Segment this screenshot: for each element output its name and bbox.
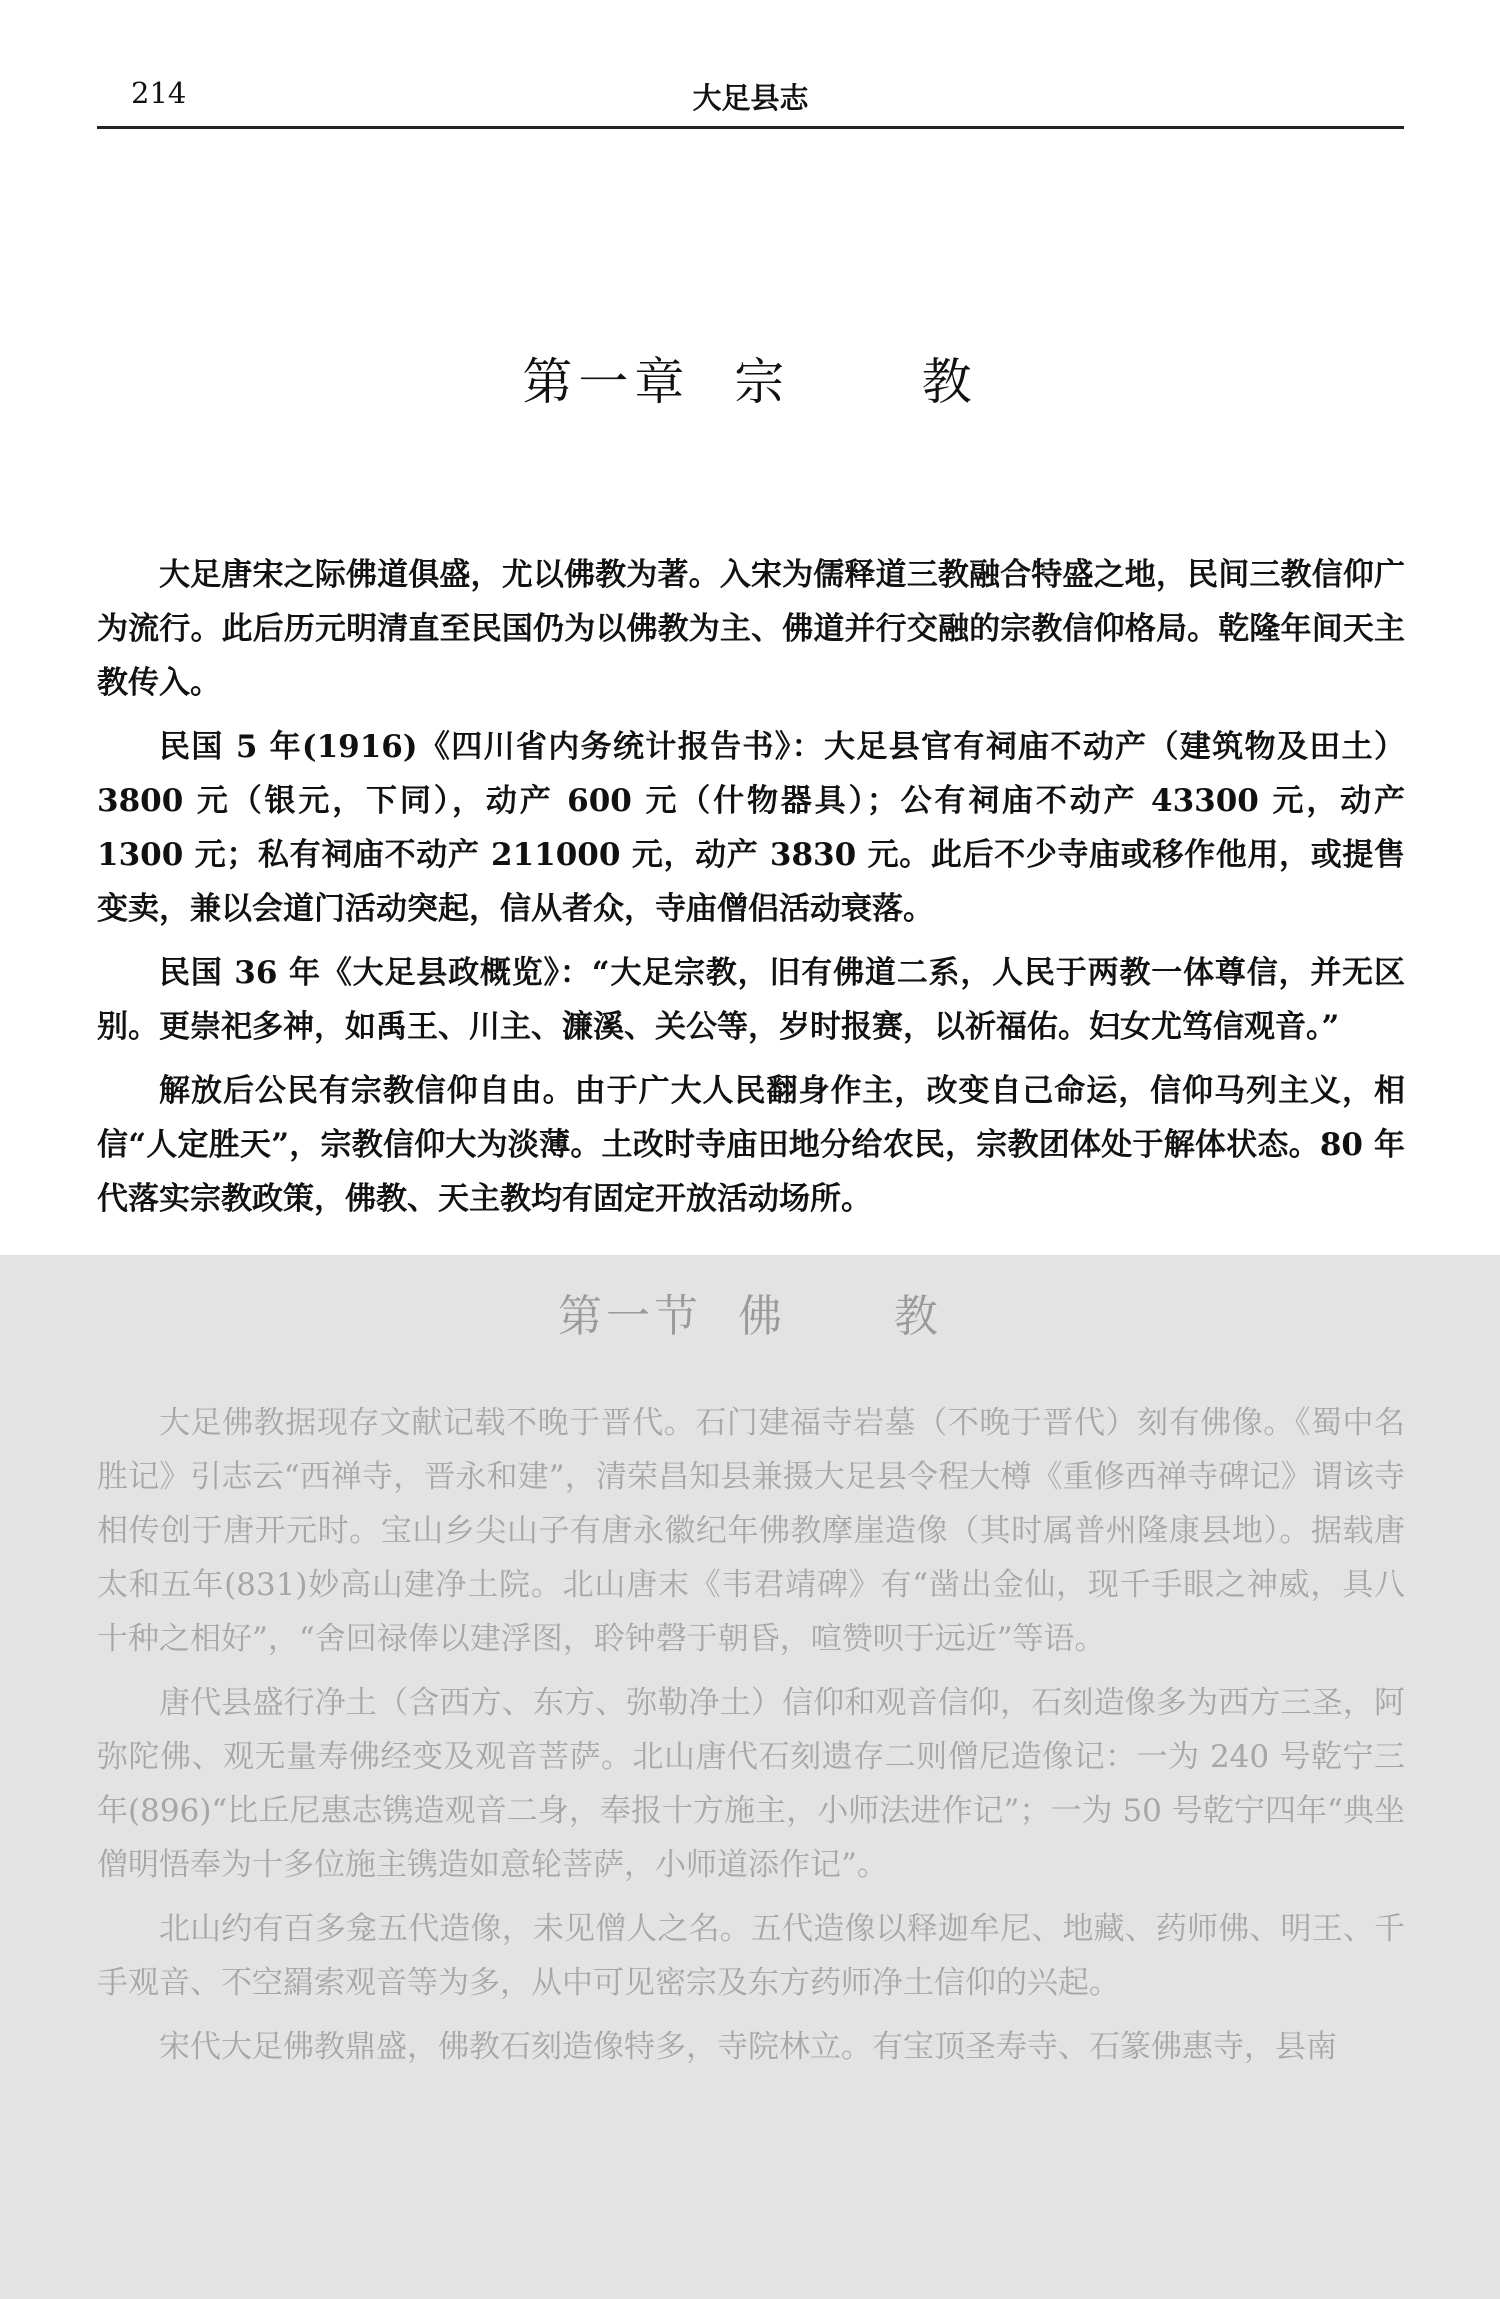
- page-header: [97, 70, 1404, 129]
- section-body: [97, 1396, 1405, 2084]
- chapter-paragraph: 解放后公民有宗教信仰自由。由于广大人民翻身作主，改变自己命运，信仰马列主义，相信“人定胜天”，宗教信仰大为淡薄。土改时寺庙田地分给农民，宗教团体处于解体状态。80 年代落实宗教政策，佛教、天主教均有固定开放活动场所。: [97, 1073, 1405, 1217]
- running-title: 大足县志: [692, 81, 809, 115]
- chapter-title: 第一章 宗 教: [522, 353, 978, 411]
- chapter-paragraph: 民国 36 年《大足县政概览》：“大足宗教，旧有佛道二系，人民于两教一体尊信，并无区别。更崇祀多神，如禹王、川主、濂溪、关公等，岁时报赛，以祈福佑。妇女尤笃信观音。”: [97, 955, 1405, 1045]
- section-title: 第一节 佛 教: [558, 1291, 942, 1342]
- section-paragraph: 北山约有百多龛五代造像，未见僧人之名。五代造像以释迦牟尼、地藏、药师佛、明王、千手观音、不空羂索观音等为多，从中可见密宗及东方药师净土信仰的兴起。: [97, 1911, 1405, 2001]
- section-paragraph: 唐代县盛行净土（含西方、东方、弥勒净土）信仰和观音信仰，石刻造像多为西方三圣，阿弥陀佛、观无量寿佛经变及观音菩萨。北山唐代石刻遗存二则僧尼造像记：一为 240 号乾宁三年(896)“比丘尼惠志镌造观音二身，奉报十方施主，小师法进作记”；一为 50 号乾宁四年“典坐僧明悟奉为十多位施主镌造如意轮菩萨，小师道添作记”。: [97, 1685, 1405, 1883]
- section-paragraph: 大足佛教据现存文献记载不晚于晋代。石门建福寺岩墓（不晚于晋代）刻有佛像。《蜀中名胜记》引志云“西禅寺，晋永和建”，清荣昌知县兼摄大足县令程大樽《重修西禅寺碑记》谓该寺相传创于唐开元时。宝山乡尖山子有唐永徽纪年佛教摩崖造像（其时属普州隆康县地）。据载唐太和五年(831)妙高山建净土院。北山唐末《韦君靖碑》有“凿出金仙，现千手眼之神威，具八十种之相好”，“舍回禄俸以建浮图，聆钟磬于朝昏，喧赞呗于远近”等语。: [97, 1405, 1405, 1657]
- chapter-paragraph: 民国 5 年(1916)《四川省内务统计报告书》：大足县官有祠庙不动产（建筑物及田土）3800 元（银元，下同），动产 600 元（什物器具）；公有祠庙不动产 43300 元，动产 1300 元；私有祠庙不动产 211000 元，动产 3830 元。此后不少寺庙或移作他用，或提售变卖，兼以会道门活动突起，信从者众，寺庙僧侣活动衰落。: [97, 729, 1405, 927]
- section-paragraph: 宋代大足佛教鼎盛，佛教石刻造像特多，寺院林立。有宝顶圣寿寺、石篆佛惠寺，县南: [159, 2029, 1337, 2065]
- chapter-paragraph: 大足唐宋之际佛道俱盛，尤以佛教为著。入宋为儒释道三教融合特盛之地，民间三教信仰广为流行。此后历元明清直至民国仍为以佛教为主、佛道并行交融的宗教信仰格局。乾隆年间天主教传入。: [97, 557, 1405, 701]
- page-number: 214: [131, 76, 187, 110]
- chapter-body: [97, 548, 1405, 1236]
